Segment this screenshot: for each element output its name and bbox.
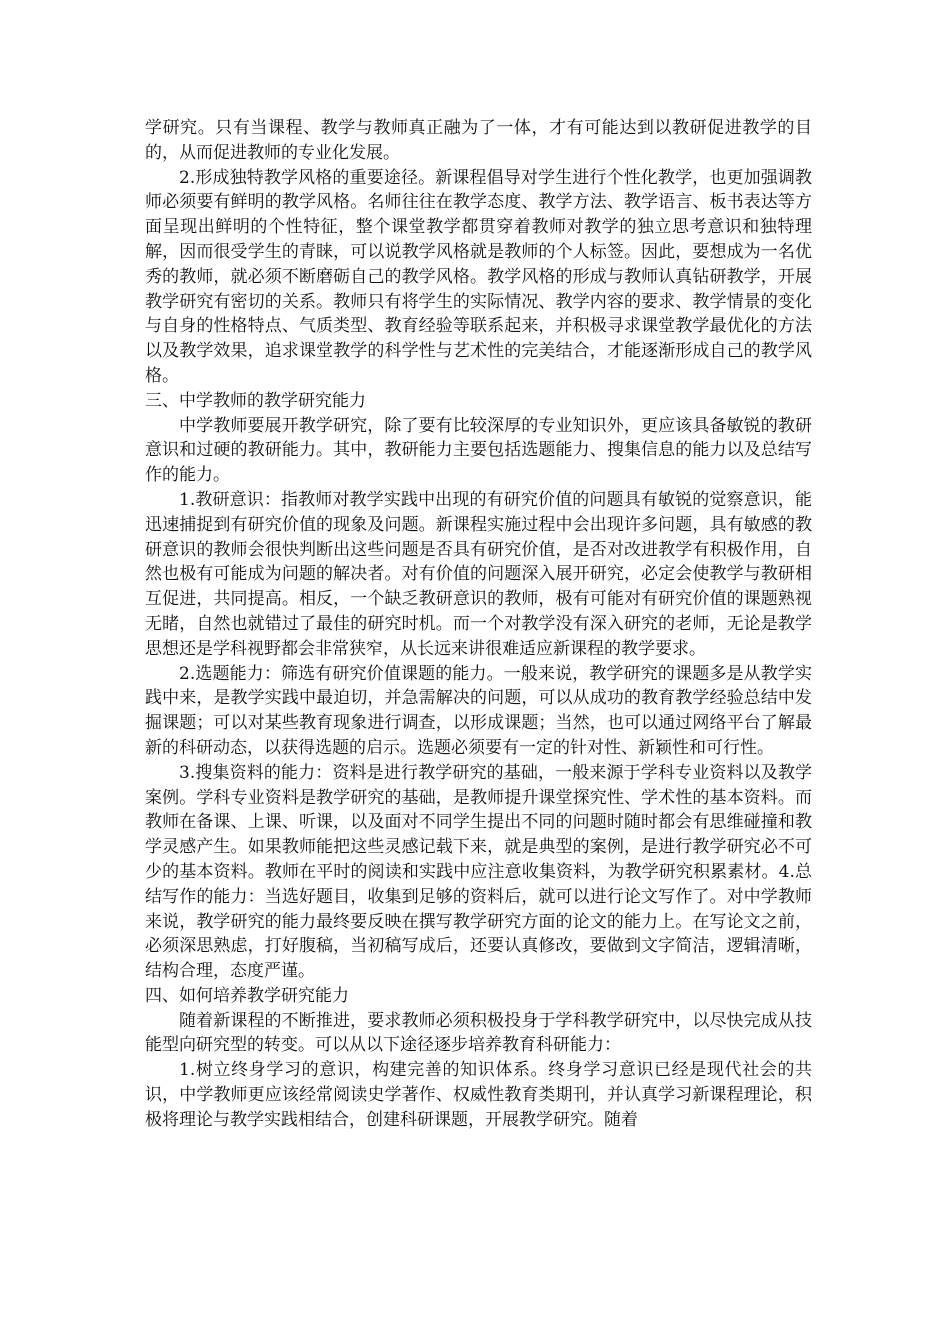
paragraph-lifelong-learning: 1.树立终身学习的意识，构建完善的知识体系。终身学习意识已经是现代社会的共识，中学教师更应该经常阅读史学著作、权威性教育类期刊，并认真学习新课程理论，积极将理论与教学实践相结合，创建科研课题，开展教学研究。随着 (145, 1060, 812, 1130)
section-heading-4: 四、如何培养教学研究能力 (145, 985, 349, 1006)
paragraph-research-ability-intro: 中学教师要展开教学研究，除了要有比较深厚的专业知识外，更应该具备敏锐的教研意识和过硬的教研能力。其中，教研能力主要包括选题能力、搜集信息的能力以及总结写作的能力。 (145, 415, 812, 486)
paragraph-topic-selection: 2.选题能力：筛选有研究价值课题的能力。一般来说，教学研究的课题多是从教学实践中来，是教学实践中最迫切，并急需解决的问题，可以从成功的教育教学经验总结中发掘课题；可以对某些教育现象进行调查，以形成课题；当然，也可以通过网络平台了解最新的科研动态，以获得选题的启示。选题必须要有一定的针对性、新颖性和可行性。 (145, 663, 812, 758)
paragraph-material-collection: 3.搜集资料的能力：资料是进行教学研究的基础，一般来源于学科专业资料以及教学案例。学科专业资料是教学研究的基础，是教师提升课堂探究性、学术性的基本资料。而教师在备课、上课、听课，以及面对不同学生提出不同的问题时随时都会有思维碰撞和教学灵感产生。如果教师能把这些灵感记载下来，就是典型的案例，是进行教学研究必不可少的基本资料。教师在平时的阅读和实践中应注意收集资料，为教学研究积累素材。4.总结写作的能力：当选好题目，收集到足够的资料后，就可以进行论文写作了。对中学教师来说，教学研究的能力最终要反映在撰写教学研究方面的论文的能力上。在写论文之前，必须深思熟虑，打好腹稿，当初稿写成后，还要认真修改，要做到文字简洁，逻辑清晰，结构合理，态度严谨。 (145, 762, 812, 982)
paragraph-research-awareness: 1.教研意识：指教师对教学实践中出现的有研究价值的问题具有敏锐的觉察意识，能迅速捕捉到有研究价值的现象及问题。新课程实施过程中会出现许多问题，具有敏感的教研意识的教师会很快判断出这些问题是否具有研究价值，是否对改进教学有积极作用，自然也极有可能成为问题的解决者。对有价值的问题深入展开研究，必定会使教学与教研相互促进，共同提高。相反，一个缺乏教研意识的教师，极有可能对有研究价值的课题熟视无睹，自然也就错过了最佳的研究时机。而一个对教学没有深入研究的老师，无论是教学思想还是学科视野都会非常狭窄，从长远来讲很难适应新课程的教学要求。 (145, 489, 812, 659)
document-page (145, 116, 812, 1133)
paragraph-cultivation-intro: 随着新课程的不断推进，要求教师必须积极投身于学科教学研究中，以尽快完成从技能型向研究型的转变。可以从以下途径逐步培养教育科研能力： (145, 1010, 812, 1056)
section-heading-3: 三、中学教师的教学研究能力 (145, 390, 366, 411)
paragraph-continuation: 学研究。只有当课程、教学与教师真正融为了一体，才有可能达到以教研促进教学的目的，从而促进教师的专业化发展。 (145, 118, 812, 163)
paragraph-teaching-style: 2.形成独特教学风格的重要途径。新课程倡导对学生进行个性化教学，也更加强调教师必须要有鲜明的教学风格。名师往往在教学态度、教学方法、教学语言、板书表达等方面呈现出鲜明的个性特征，整个课堂教学都贯穿着教师对教学的独立思考意识和独特理解，因而很受学生的青睐，可以说教学风格就是教师的个人标签。因此，要想成为一名优秀的教师，就必须不断磨砺自己的教学风格。教学风格的形成与教师认真钻研教学，开展教学研究有密切的关系。教师只有将学生的实际情况、教学内容的要求、教学情景的变化与自身的性格特点、气质类型、教育经验等联系起来，并积极寻求课堂教学最优化的方法以及教学效果，追求课堂教学的科学性与艺术性的完美结合，才能逐渐形成自己的教学风格。 (145, 167, 812, 386)
